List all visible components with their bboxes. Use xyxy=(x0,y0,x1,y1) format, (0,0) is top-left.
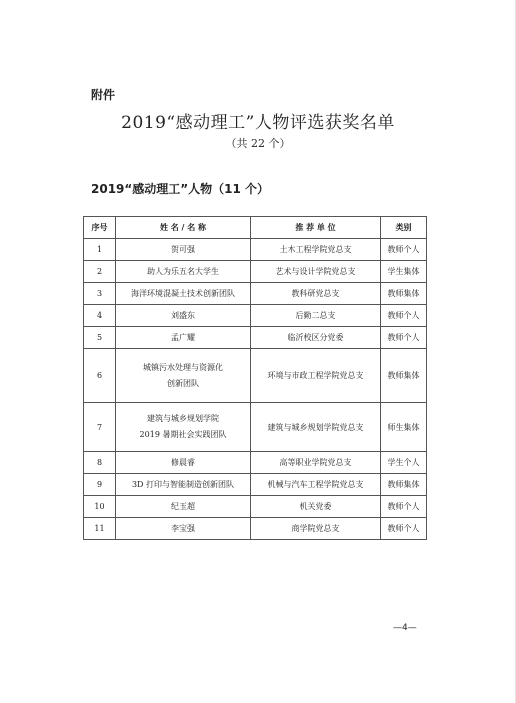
row-name xyxy=(116,283,251,305)
row-type: 教师个人 xyxy=(381,305,427,327)
row-name-line: 海洋环境混凝土技术创新团队 xyxy=(131,288,235,298)
row-no: 9 xyxy=(84,474,116,496)
row-unit: 商学院党总支 xyxy=(251,518,381,540)
header-no: 序号 xyxy=(84,217,116,239)
row-name xyxy=(116,474,251,496)
row-name xyxy=(116,327,251,349)
row-name-line: 贺可强 xyxy=(171,244,195,254)
section-title: 2019“感动理工”人物（11 个） xyxy=(91,182,270,196)
table-row xyxy=(84,496,427,518)
row-name-line: 2019 暑期社会实践团队 xyxy=(139,430,227,439)
row-name xyxy=(116,239,251,261)
row-unit: 环境与市政工程学院党总支 xyxy=(251,349,381,403)
row-no: 8 xyxy=(84,452,116,474)
awardee-table xyxy=(83,216,427,540)
row-type: 学生集体 xyxy=(381,261,427,283)
table-header-row xyxy=(84,217,427,239)
row-unit: 机械与汽车工程学院党总支 xyxy=(251,474,381,496)
row-no: 10 xyxy=(84,496,116,518)
row-unit: 高等职业学院党总支 xyxy=(251,452,381,474)
table-row xyxy=(84,518,427,540)
row-name xyxy=(116,349,251,403)
row-no: 2 xyxy=(84,261,116,283)
row-name-line: 创新团队 xyxy=(167,378,199,388)
page-number: —4— xyxy=(393,623,417,633)
row-unit: 临沂校区分党委 xyxy=(251,327,381,349)
row-no: 7 xyxy=(84,403,116,452)
row-name-line: 孟广耀 xyxy=(171,332,195,342)
row-type: 教师个人 xyxy=(381,327,427,349)
row-name-line: 建筑与城乡规划学院 xyxy=(147,414,219,423)
row-unit: 建筑与城乡规划学院党总支 xyxy=(251,403,381,452)
row-type: 教师集体 xyxy=(381,349,427,403)
row-name xyxy=(116,403,251,452)
document-title: 2019“感动理工”人物评选获奖名单 xyxy=(121,113,395,133)
row-name-line: 城镇污水处理与资源化 xyxy=(143,362,223,372)
row-no: 5 xyxy=(84,327,116,349)
row-type: 教师集体 xyxy=(381,283,427,305)
row-type: 教师集体 xyxy=(381,474,427,496)
table-row xyxy=(84,474,427,496)
table-row xyxy=(84,305,427,327)
row-name-line: 纪玉超 xyxy=(171,501,195,511)
row-name-line: 助人为乐五名大学生 xyxy=(147,266,219,276)
document-subtitle: （共 22 个） xyxy=(225,137,291,150)
row-no: 6 xyxy=(84,349,116,403)
row-no: 4 xyxy=(84,305,116,327)
attachment-label: 附件 xyxy=(91,88,116,102)
row-name-line: 修晨睿 xyxy=(171,457,195,467)
table-row xyxy=(84,283,427,305)
row-type: 师生集体 xyxy=(381,403,427,452)
table-row xyxy=(84,327,427,349)
row-name-line: 刘盛东 xyxy=(171,310,195,320)
row-name xyxy=(116,496,251,518)
row-unit: 土木工程学院党总支 xyxy=(251,239,381,261)
row-name xyxy=(116,452,251,474)
header-unit: 推 荐 单 位 xyxy=(251,217,381,239)
table-row xyxy=(84,452,427,474)
row-name xyxy=(116,518,251,540)
table-row xyxy=(84,239,427,261)
row-unit: 教科研党总支 xyxy=(251,283,381,305)
row-type: 教师个人 xyxy=(381,239,427,261)
row-no: 1 xyxy=(84,239,116,261)
table-row xyxy=(84,261,427,283)
row-name xyxy=(116,261,251,283)
row-no: 3 xyxy=(84,283,116,305)
row-unit: 机关党委 xyxy=(251,496,381,518)
row-unit: 艺术与设计学院党总支 xyxy=(251,261,381,283)
row-unit: 后勤二总支 xyxy=(251,305,381,327)
table-row xyxy=(84,403,427,452)
header-type: 类别 xyxy=(381,217,427,239)
row-type: 教师个人 xyxy=(381,496,427,518)
table-row xyxy=(84,349,427,403)
row-name-line: 李宝强 xyxy=(171,523,195,533)
table-body xyxy=(84,239,427,540)
row-name xyxy=(116,305,251,327)
header-name: 姓 名 / 名 称 xyxy=(116,217,251,239)
row-name-line: 3D 打印与智能制造创新团队 xyxy=(131,479,235,489)
row-type: 学生个人 xyxy=(381,452,427,474)
row-no: 11 xyxy=(84,518,116,540)
row-type: 教师个人 xyxy=(381,518,427,540)
